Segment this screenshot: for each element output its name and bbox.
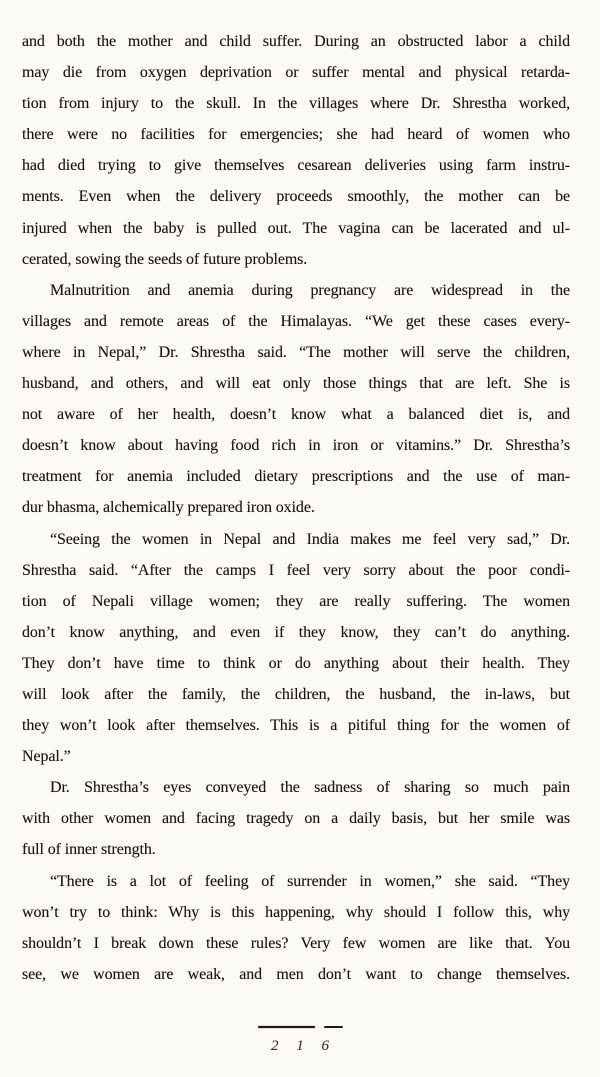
text-block: [22, 26, 570, 990]
text-line: Malnutrition and anemia during pregnancy are widespread in the: [50, 281, 570, 299]
text-line: not aware of her health, doesn’t know what a balanced diet is, and: [22, 406, 570, 424]
footer-rule-short-segment: [324, 1026, 343, 1028]
text-line: cerated, sowing the seeds of future problems.: [22, 250, 308, 268]
page-number: 2 1 6: [271, 1038, 336, 1054]
text-line: injured when the baby is pulled out. The vagina can be lacerated and ul-: [22, 219, 570, 237]
text-line: had died trying to give themselves cesarean deliveries using farm instru-: [22, 157, 570, 175]
text-line: tion of Nepali village women; they are really suffering. The women: [22, 592, 570, 610]
text-line: They don’t have time to think or do anything about their health. They: [22, 654, 570, 672]
text-line: Dr. Shrestha’s eyes conveyed the sadness of sharing so much pain: [50, 779, 570, 797]
text-line: ments. Even when the delivery proceeds smoothly, the mother can be: [22, 188, 570, 206]
text-line: “Seeing the women in Nepal and India makes me feel very sad,” Dr.: [50, 530, 570, 548]
text-line: husband, and others, and will eat only those things that are left. She is: [22, 375, 570, 393]
text-line: tion from injury to the skull. In the villages where Dr. Shrestha worked,: [22, 95, 570, 113]
text-line: there were no facilities for emergencies; she had heard of women who: [22, 126, 570, 144]
text-line: treatment for anemia included dietary prescriptions and the use of man-: [22, 468, 570, 486]
text-line: they won’t look after themselves. This is a pitiful thing for the women of: [22, 717, 570, 735]
text-line: don’t know anything, and even if they know, they can’t do anything.: [22, 623, 570, 641]
text-line: villages and remote areas of the Himalayas. “We get these cases every-: [22, 312, 570, 330]
text-line: where in Nepal,” Dr. Shrestha said. “The mother will serve the children,: [22, 343, 570, 361]
footer-rule-long-segment: [258, 1026, 315, 1028]
footer-rule: [0, 1022, 600, 1032]
text-line: and both the mother and child suffer. During an obstructed labor a child: [22, 33, 570, 50]
text-line: may die from oxygen deprivation or suffer mental and physical retarda-: [22, 64, 570, 82]
text-line: Shrestha said. “After the camps I feel very sorry about the poor condi-: [22, 561, 570, 579]
text-line: see, we women are weak, and men don’t want to change themselves.: [22, 965, 570, 983]
text-line: “There is a lot of feeling of surrender in women,” she said. “They: [50, 872, 570, 890]
text-line: won’t try to think: Why is this happening, why should I follow this, why: [22, 903, 570, 921]
text-line: Nepal.”: [22, 748, 71, 766]
text-line: doesn’t know about having food rich in iron or vitamins.” Dr. Shrestha’s: [22, 437, 570, 455]
text-line: dur bhasma, alchemically prepared iron oxide.: [22, 499, 315, 517]
text-line: shouldn’t I break down these rules? Very few women are like that. You: [22, 934, 570, 952]
text-line: full of inner strength.: [22, 841, 156, 859]
text-line: with other women and facing tragedy on a daily basis, but her smile was: [22, 810, 570, 828]
page-footer: [0, 1022, 600, 1055]
text-line: will look after the family, the children, the husband, the in-laws, but: [22, 685, 570, 703]
